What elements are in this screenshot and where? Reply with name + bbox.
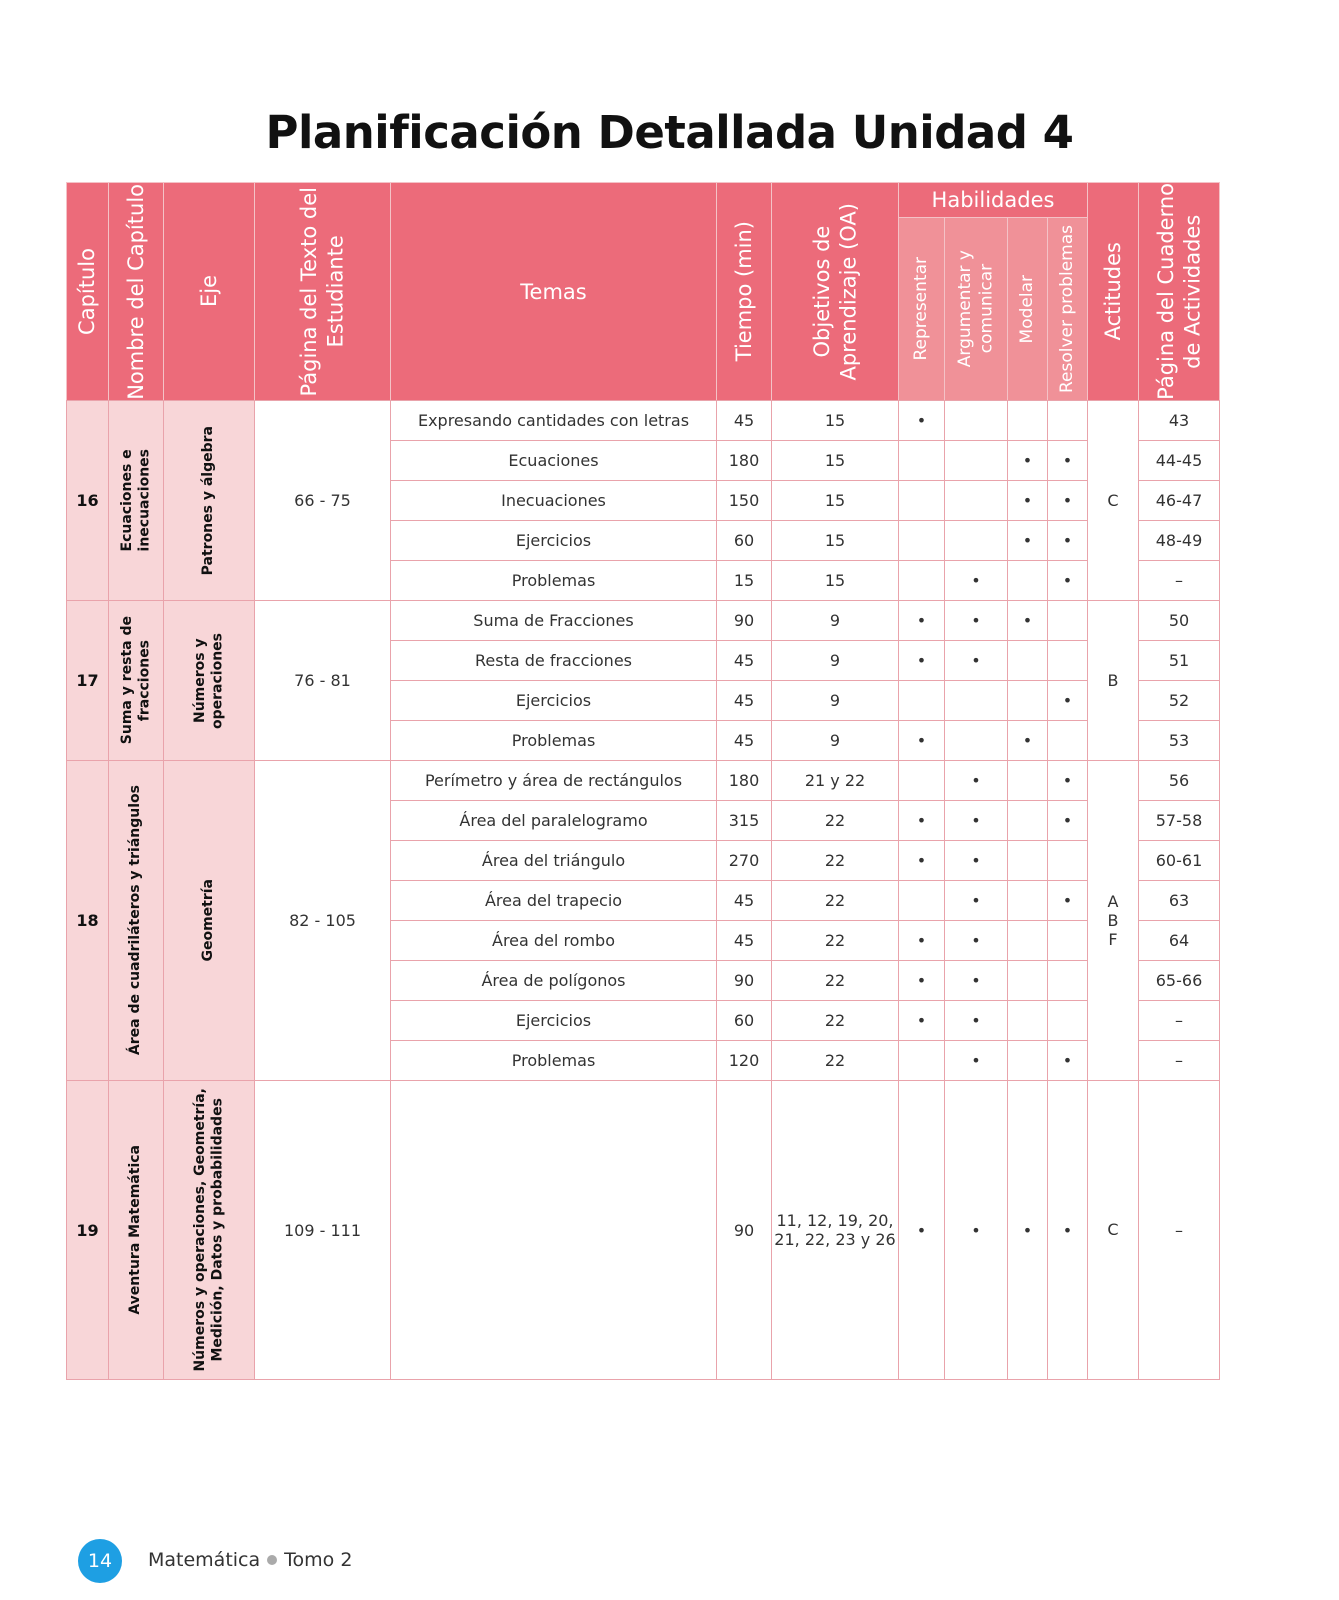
header-modelar xyxy=(1007,217,1048,401)
chapter-eje xyxy=(163,760,255,1081)
header-actitudes-text: Actitudes xyxy=(1100,242,1125,341)
row-objetivos xyxy=(771,600,899,641)
row-tema: Problemas xyxy=(390,720,717,761)
header-pagina-texto-text: Página del Texto del Estudiante xyxy=(297,186,348,397)
row-resolver: • xyxy=(1047,880,1088,921)
row-argumentar: • xyxy=(944,600,1008,641)
row-modelar: • xyxy=(1007,520,1048,561)
row-cuaderno: 46-47 xyxy=(1138,480,1220,521)
header-capitulo xyxy=(66,182,109,401)
header-argumentar-text: Argumentar y comunicar xyxy=(954,250,996,368)
chapter-actitud-text: A B F xyxy=(1107,891,1119,950)
row-tiempo: 90 xyxy=(716,1080,772,1380)
chapter-name xyxy=(108,1080,164,1380)
row-cuaderno: – xyxy=(1138,560,1220,601)
row-objetivos xyxy=(771,1000,899,1041)
row-argumentar: • xyxy=(944,1040,1008,1081)
chapter-actitud xyxy=(1087,600,1139,761)
row-tiempo: 90 xyxy=(716,960,772,1001)
row-objetivos-text: 22 xyxy=(824,850,846,870)
footer-dot-icon xyxy=(267,1555,277,1565)
row-objetivos-text: 15 xyxy=(824,450,846,470)
row-objetivos-text: 15 xyxy=(824,530,846,550)
chapter-name-text: Aventura Matemática xyxy=(127,1145,144,1315)
row-objetivos-text: 9 xyxy=(829,730,841,750)
row-representar xyxy=(898,760,945,801)
row-modelar xyxy=(1007,400,1048,441)
header-temas: Temas xyxy=(390,182,717,401)
chapter-eje-text: Números y operaciones, Geometría, Medición, Datos y probabilidades xyxy=(191,1088,225,1372)
row-objetivos xyxy=(771,960,899,1001)
footer-label xyxy=(148,1549,352,1571)
row-resolver: • xyxy=(1047,760,1088,801)
chapter-eje xyxy=(163,600,255,761)
chapter-name-text: Área de cuadriláteros y triángulos xyxy=(127,785,144,1056)
row-representar: • xyxy=(898,720,945,761)
row-objetivos-text: 15 xyxy=(824,490,846,510)
row-objetivos-text: 22 xyxy=(824,970,846,990)
row-modelar xyxy=(1007,840,1048,881)
row-argumentar xyxy=(944,480,1008,521)
row-resolver: • xyxy=(1047,800,1088,841)
row-representar xyxy=(898,480,945,521)
row-resolver: • xyxy=(1047,520,1088,561)
row-cuaderno: 63 xyxy=(1138,880,1220,921)
row-resolver xyxy=(1047,600,1088,641)
row-objetivos xyxy=(771,840,899,881)
row-argumentar: • xyxy=(944,1000,1008,1041)
header-resolver-text: Resolver problemas xyxy=(1056,224,1077,394)
planning-table xyxy=(66,182,1259,1414)
chapter-eje-text: Números y operaciones xyxy=(191,632,225,729)
row-tema: Ecuaciones xyxy=(390,440,717,481)
row-modelar xyxy=(1007,640,1048,681)
chapter-name-text: Suma y resta de fracciones xyxy=(118,616,152,745)
row-tiempo: 45 xyxy=(716,400,772,441)
row-objetivos-text: 11, 12, 19, 20, 21, 22, 23 y 26 xyxy=(774,1210,896,1249)
row-argumentar xyxy=(944,520,1008,561)
row-objetivos-text: 15 xyxy=(824,570,846,590)
row-tema: Área del trapecio xyxy=(390,880,717,921)
header-modelar-text: Modelar xyxy=(1016,274,1037,344)
row-tiempo: 315 xyxy=(716,800,772,841)
row-objetivos xyxy=(771,720,899,761)
row-resolver: • xyxy=(1047,680,1088,721)
row-modelar: • xyxy=(1007,1080,1048,1380)
row-modelar xyxy=(1007,920,1048,961)
chapter-number: 17 xyxy=(66,600,109,761)
page-number-badge: 14 xyxy=(78,1539,122,1583)
row-tiempo: 60 xyxy=(716,520,772,561)
row-objetivos-text: 21 y 22 xyxy=(804,770,866,790)
row-objetivos xyxy=(771,800,899,841)
row-argumentar xyxy=(944,400,1008,441)
row-modelar: • xyxy=(1007,600,1048,641)
row-cuaderno: 51 xyxy=(1138,640,1220,681)
row-tema: Inecuaciones xyxy=(390,480,717,521)
row-tiempo: 45 xyxy=(716,880,772,921)
row-objetivos-text: 22 xyxy=(824,1050,846,1070)
footer-volume: Tomo 2 xyxy=(284,1549,353,1571)
header-tiempo-text: Tiempo (min) xyxy=(731,221,756,362)
row-cuaderno: 44-45 xyxy=(1138,440,1220,481)
chapter-actitud xyxy=(1087,1080,1139,1380)
row-representar xyxy=(898,680,945,721)
row-representar: • xyxy=(898,960,945,1001)
row-tema: Resta de fracciones xyxy=(390,640,717,681)
row-tema: Problemas xyxy=(390,1040,717,1081)
row-resolver: • xyxy=(1047,480,1088,521)
row-argumentar xyxy=(944,680,1008,721)
row-objetivos xyxy=(771,760,899,801)
row-tiempo: 45 xyxy=(716,640,772,681)
header-representar-text: Representar xyxy=(910,257,931,361)
row-resolver xyxy=(1047,720,1088,761)
chapter-name xyxy=(108,400,164,601)
header-representar xyxy=(898,217,945,401)
row-tema: Ejercicios xyxy=(390,1000,717,1041)
row-resolver xyxy=(1047,840,1088,881)
row-tiempo: 90 xyxy=(716,600,772,641)
row-objetivos xyxy=(771,1080,899,1380)
row-modelar xyxy=(1007,800,1048,841)
row-representar: • xyxy=(898,920,945,961)
header-nombre-capitulo xyxy=(108,182,164,401)
row-objetivos xyxy=(771,400,899,441)
row-argumentar: • xyxy=(944,960,1008,1001)
row-representar xyxy=(898,560,945,601)
row-objetivos xyxy=(771,680,899,721)
row-tema: Área del triángulo xyxy=(390,840,717,881)
row-tiempo: 150 xyxy=(716,480,772,521)
chapter-pages: 82 - 105 xyxy=(254,760,391,1081)
row-objetivos xyxy=(771,440,899,481)
row-cuaderno: – xyxy=(1138,1080,1220,1380)
row-tiempo: 45 xyxy=(716,720,772,761)
chapter-actitud-text: C xyxy=(1107,1220,1119,1240)
row-objetivos xyxy=(771,1040,899,1081)
row-tema: Ejercicios xyxy=(390,680,717,721)
chapter-eje xyxy=(163,400,255,601)
chapter-actitud xyxy=(1087,400,1139,601)
chapter-actitud xyxy=(1087,760,1139,1081)
row-objetivos xyxy=(771,520,899,561)
row-objetivos xyxy=(771,920,899,961)
row-tema: Perímetro y área de rectángulos xyxy=(390,760,717,801)
header-eje xyxy=(163,182,255,401)
row-argumentar: • xyxy=(944,760,1008,801)
chapter-name xyxy=(108,760,164,1081)
row-objetivos-text: 15 xyxy=(824,410,846,430)
row-representar: • xyxy=(898,400,945,441)
row-argumentar: • xyxy=(944,880,1008,921)
row-cuaderno: – xyxy=(1138,1040,1220,1081)
row-tiempo: 45 xyxy=(716,920,772,961)
row-argumentar: • xyxy=(944,800,1008,841)
header-pagina-cuaderno xyxy=(1138,182,1220,401)
row-tema: Área del rombo xyxy=(390,920,717,961)
row-resolver xyxy=(1047,1000,1088,1041)
header-capitulo-text: Capítulo xyxy=(75,248,100,335)
row-objetivos-text: 9 xyxy=(829,610,841,630)
row-objetivos xyxy=(771,640,899,681)
chapter-name-text: Ecuaciones e inecuaciones xyxy=(118,449,152,552)
row-objetivos-text: 22 xyxy=(824,890,846,910)
chapter-eje xyxy=(163,1080,255,1380)
chapter-pages: 109 - 111 xyxy=(254,1080,391,1380)
row-cuaderno: 43 xyxy=(1138,400,1220,441)
chapter-actitud-text: B xyxy=(1107,670,1119,690)
row-modelar xyxy=(1007,1000,1048,1041)
row-representar: • xyxy=(898,800,945,841)
row-tema: Área de polígonos xyxy=(390,960,717,1001)
row-argumentar xyxy=(944,720,1008,761)
row-cuaderno: 52 xyxy=(1138,680,1220,721)
row-tema: Área del paralelogramo xyxy=(390,800,717,841)
row-modelar: • xyxy=(1007,440,1048,481)
row-objetivos xyxy=(771,480,899,521)
row-resolver: • xyxy=(1047,1080,1088,1380)
row-resolver: • xyxy=(1047,1040,1088,1081)
row-tiempo: 270 xyxy=(716,840,772,881)
row-tiempo: 60 xyxy=(716,1000,772,1041)
row-representar xyxy=(898,1040,945,1081)
row-cuaderno: 56 xyxy=(1138,760,1220,801)
row-cuaderno: 48-49 xyxy=(1138,520,1220,561)
chapter-pages: 76 - 81 xyxy=(254,600,391,761)
row-tema xyxy=(390,1080,717,1380)
header-habilidades: Habilidades xyxy=(898,182,1088,218)
row-objetivos-text: 9 xyxy=(829,650,841,670)
row-modelar: • xyxy=(1007,720,1048,761)
header-argumentar xyxy=(944,217,1008,401)
row-modelar xyxy=(1007,880,1048,921)
row-modelar xyxy=(1007,760,1048,801)
row-resolver xyxy=(1047,640,1088,681)
header-pagina-cuaderno-text: Página del Cuaderno de Actividades xyxy=(1153,183,1204,400)
row-objetivos xyxy=(771,560,899,601)
row-tiempo: 15 xyxy=(716,560,772,601)
row-modelar xyxy=(1007,560,1048,601)
row-resolver: • xyxy=(1047,440,1088,481)
row-cuaderno: 57-58 xyxy=(1138,800,1220,841)
row-objetivos-text: 22 xyxy=(824,1010,846,1030)
row-representar: • xyxy=(898,1080,945,1380)
row-cuaderno: 65-66 xyxy=(1138,960,1220,1001)
header-eje-text: Eje xyxy=(196,275,221,308)
row-argumentar: • xyxy=(944,560,1008,601)
header-objetivos-text: Objetivos de Aprendizaje (OA) xyxy=(809,202,860,381)
header-actitudes xyxy=(1087,182,1139,401)
row-representar xyxy=(898,440,945,481)
row-tiempo: 180 xyxy=(716,760,772,801)
chapter-actitud-text: C xyxy=(1107,490,1119,510)
chapter-number: 19 xyxy=(66,1080,109,1380)
row-objetivos-text: 22 xyxy=(824,930,846,950)
chapter-name xyxy=(108,600,164,761)
row-argumentar: • xyxy=(944,640,1008,681)
row-objetivos xyxy=(771,880,899,921)
row-cuaderno: 64 xyxy=(1138,920,1220,961)
header-tiempo xyxy=(716,182,772,401)
row-tema: Suma de Fracciones xyxy=(390,600,717,641)
footer-subject: Matemática xyxy=(148,1549,261,1571)
row-argumentar: • xyxy=(944,840,1008,881)
page-title: Planificación Detallada Unidad 4 xyxy=(265,106,1074,159)
row-modelar xyxy=(1007,960,1048,1001)
chapter-number: 18 xyxy=(66,760,109,1081)
row-modelar xyxy=(1007,1040,1048,1081)
row-resolver xyxy=(1047,960,1088,1001)
row-argumentar xyxy=(944,440,1008,481)
chapter-number: 16 xyxy=(66,400,109,601)
row-tema: Ejercicios xyxy=(390,520,717,561)
row-cuaderno: 60-61 xyxy=(1138,840,1220,881)
row-cuaderno: 53 xyxy=(1138,720,1220,761)
row-resolver: • xyxy=(1047,560,1088,601)
row-tema: Problemas xyxy=(390,560,717,601)
chapter-pages: 66 - 75 xyxy=(254,400,391,601)
row-resolver xyxy=(1047,920,1088,961)
row-cuaderno: – xyxy=(1138,1000,1220,1041)
row-resolver xyxy=(1047,400,1088,441)
row-representar: • xyxy=(898,840,945,881)
row-representar xyxy=(898,880,945,921)
row-tiempo: 45 xyxy=(716,680,772,721)
row-representar: • xyxy=(898,640,945,681)
row-tiempo: 180 xyxy=(716,440,772,481)
row-argumentar: • xyxy=(944,1080,1008,1380)
header-resolver xyxy=(1047,217,1088,401)
row-argumentar: • xyxy=(944,920,1008,961)
chapter-eje-text: Patrones y álgebra xyxy=(200,425,217,576)
row-representar: • xyxy=(898,1000,945,1041)
row-tiempo: 120 xyxy=(716,1040,772,1081)
header-nombre-capitulo-text: Nombre del Capítulo xyxy=(123,183,148,400)
row-modelar: • xyxy=(1007,480,1048,521)
row-modelar xyxy=(1007,680,1048,721)
row-representar xyxy=(898,520,945,561)
row-objetivos-text: 9 xyxy=(829,690,841,710)
row-cuaderno: 50 xyxy=(1138,600,1220,641)
header-pagina-texto xyxy=(254,182,391,401)
chapter-eje-text: Geometría xyxy=(200,879,217,962)
row-objetivos-text: 22 xyxy=(824,810,846,830)
header-objetivos xyxy=(771,182,899,401)
row-representar: • xyxy=(898,600,945,641)
row-tema: Expresando cantidades con letras xyxy=(390,400,717,441)
